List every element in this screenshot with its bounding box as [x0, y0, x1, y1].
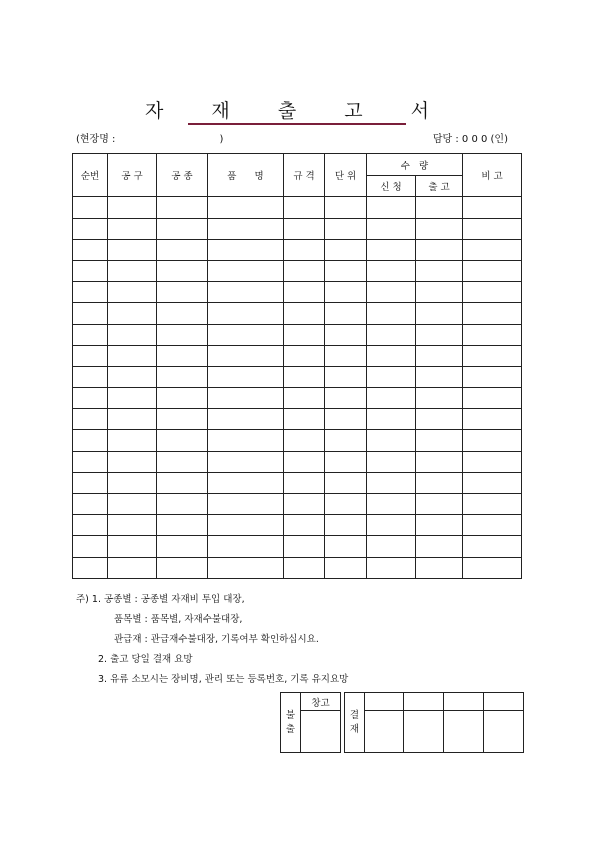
- approve-sign-box-3[interactable]: [444, 711, 484, 753]
- table-cell[interactable]: [284, 388, 325, 409]
- approval-table: [280, 692, 524, 753]
- table-cell[interactable]: [73, 536, 108, 557]
- table-cell[interactable]: [325, 472, 367, 493]
- table-cell[interactable]: [157, 557, 208, 578]
- table-cell[interactable]: [416, 282, 463, 303]
- approve-label: [345, 693, 365, 753]
- table-cell[interactable]: [325, 451, 367, 472]
- table-cell[interactable]: [367, 472, 416, 493]
- table-cell[interactable]: [108, 260, 157, 281]
- warehouse-sign-box[interactable]: [301, 711, 341, 753]
- table-cell[interactable]: [463, 515, 522, 536]
- table-cell[interactable]: [108, 366, 157, 387]
- table-row: [73, 324, 522, 345]
- table-cell[interactable]: [367, 366, 416, 387]
- table-cell[interactable]: [416, 260, 463, 281]
- table-row: [73, 494, 522, 515]
- table-cell[interactable]: [367, 324, 416, 345]
- table-cell[interactable]: [284, 494, 325, 515]
- table-cell[interactable]: [208, 366, 284, 387]
- table-cell[interactable]: [208, 282, 284, 303]
- table-cell[interactable]: [325, 324, 367, 345]
- table-cell[interactable]: [325, 366, 367, 387]
- table-cell[interactable]: [416, 324, 463, 345]
- table-cell[interactable]: [108, 494, 157, 515]
- table-cell[interactable]: [108, 515, 157, 536]
- table-row: [73, 218, 522, 239]
- approve-head-4: [484, 693, 524, 711]
- table-cell[interactable]: [284, 472, 325, 493]
- note-1: 주) 1. 공종별 : 공종별 자재비 투입 대장,: [76, 594, 245, 605]
- table-cell[interactable]: [208, 260, 284, 281]
- table-row: [73, 536, 522, 557]
- approve-head-2: [404, 693, 444, 711]
- table-cell[interactable]: [157, 324, 208, 345]
- table-row: [73, 303, 522, 324]
- table-cell[interactable]: [73, 515, 108, 536]
- table-cell[interactable]: [284, 282, 325, 303]
- table-cell[interactable]: [367, 260, 416, 281]
- col-header-item: 품 명: [208, 154, 284, 197]
- table-cell[interactable]: [108, 345, 157, 366]
- col-header-qty-issue: 출 고: [416, 176, 463, 197]
- table-row: [73, 451, 522, 472]
- table-row: [73, 430, 522, 451]
- table-cell[interactable]: [157, 197, 208, 218]
- table-cell[interactable]: [208, 430, 284, 451]
- table-cell[interactable]: [157, 515, 208, 536]
- table-cell[interactable]: [108, 409, 157, 430]
- table-cell[interactable]: [367, 345, 416, 366]
- table-cell[interactable]: [367, 451, 416, 472]
- table-row: [73, 472, 522, 493]
- approve-sign-box-1[interactable]: [365, 711, 404, 753]
- issue-label: [281, 693, 301, 753]
- table-cell[interactable]: [208, 557, 284, 578]
- table-cell[interactable]: [73, 430, 108, 451]
- note-3: 3. 유류 소모시는 장비명, 관리 또는 등록번호, 기록 유지요망: [98, 674, 349, 685]
- table-cell[interactable]: [73, 282, 108, 303]
- table-cell[interactable]: [73, 260, 108, 281]
- table-cell[interactable]: [367, 239, 416, 260]
- table-cell[interactable]: [367, 282, 416, 303]
- table-cell[interactable]: [284, 218, 325, 239]
- table-cell[interactable]: [325, 239, 367, 260]
- table-cell[interactable]: [463, 260, 522, 281]
- col-header-remark: 비 고: [463, 154, 522, 197]
- table-row: [73, 409, 522, 430]
- table-cell[interactable]: [108, 472, 157, 493]
- table-cell[interactable]: [325, 409, 367, 430]
- table-cell[interactable]: [108, 388, 157, 409]
- table-cell[interactable]: [157, 282, 208, 303]
- table-cell[interactable]: [463, 197, 522, 218]
- table-cell[interactable]: [108, 303, 157, 324]
- table-cell[interactable]: [325, 494, 367, 515]
- table-row: [73, 260, 522, 281]
- table-cell[interactable]: [157, 494, 208, 515]
- table-cell[interactable]: [463, 430, 522, 451]
- table-cell[interactable]: [367, 303, 416, 324]
- table-cell[interactable]: [367, 409, 416, 430]
- notes-block: [76, 590, 348, 690]
- table-cell[interactable]: [416, 345, 463, 366]
- site-name-label: (현장명 :: [76, 134, 116, 145]
- table-cell[interactable]: [416, 494, 463, 515]
- col-header-qty: 수 량: [367, 154, 463, 176]
- site-name-close: ): [219, 134, 224, 145]
- approve-label-char-2: 재: [349, 723, 360, 735]
- table-cell[interactable]: [416, 197, 463, 218]
- table-cell[interactable]: [208, 218, 284, 239]
- site-name-field: [76, 130, 223, 145]
- table-row: [73, 515, 522, 536]
- table-cell[interactable]: [367, 536, 416, 557]
- table-cell[interactable]: [325, 282, 367, 303]
- table-cell[interactable]: [325, 303, 367, 324]
- table-cell[interactable]: [208, 345, 284, 366]
- table-cell[interactable]: [416, 218, 463, 239]
- table-cell[interactable]: [325, 197, 367, 218]
- table-cell[interactable]: [157, 260, 208, 281]
- table-cell[interactable]: [325, 218, 367, 239]
- table-cell[interactable]: [108, 282, 157, 303]
- table-cell[interactable]: [157, 472, 208, 493]
- table-cell[interactable]: [157, 536, 208, 557]
- table-cell[interactable]: [208, 239, 284, 260]
- warehouse-label: 창고: [301, 693, 341, 711]
- issue-label-char-2: 출: [285, 723, 296, 735]
- table-cell[interactable]: [463, 218, 522, 239]
- table-cell[interactable]: [325, 345, 367, 366]
- table-cell[interactable]: [157, 409, 208, 430]
- table-cell[interactable]: [284, 536, 325, 557]
- table-cell[interactable]: [73, 366, 108, 387]
- table-row: [73, 282, 522, 303]
- table-cell[interactable]: [284, 260, 325, 281]
- title-underline: [188, 123, 406, 125]
- table-cell[interactable]: [463, 536, 522, 557]
- col-header-no: 순번: [73, 154, 108, 197]
- table-cell[interactable]: [463, 451, 522, 472]
- table-cell[interactable]: [208, 515, 284, 536]
- table-cell[interactable]: [284, 557, 325, 578]
- table-cell[interactable]: [73, 451, 108, 472]
- col-header-unit: 단 위: [325, 154, 367, 197]
- table-cell[interactable]: [208, 303, 284, 324]
- table-cell[interactable]: [416, 409, 463, 430]
- table-cell[interactable]: [416, 515, 463, 536]
- table-cell[interactable]: [108, 218, 157, 239]
- issue-table: [72, 153, 522, 579]
- table-cell[interactable]: [284, 409, 325, 430]
- table-cell[interactable]: [416, 557, 463, 578]
- col-header-work: 공 종: [157, 154, 208, 197]
- table-cell[interactable]: [325, 515, 367, 536]
- table-row: [73, 388, 522, 409]
- table-row: [73, 366, 522, 387]
- table-cell[interactable]: [73, 303, 108, 324]
- table-cell[interactable]: [463, 345, 522, 366]
- approve-label-char-1: 결: [349, 709, 360, 721]
- table-cell[interactable]: [367, 494, 416, 515]
- table-cell[interactable]: [157, 366, 208, 387]
- table-row: [73, 557, 522, 578]
- approve-sign-box-2[interactable]: [404, 711, 444, 753]
- approve-head-1: [365, 693, 404, 711]
- table-cell[interactable]: [367, 430, 416, 451]
- table-cell[interactable]: [463, 409, 522, 430]
- table-cell[interactable]: [367, 515, 416, 536]
- table-cell[interactable]: [463, 282, 522, 303]
- table-cell[interactable]: [208, 451, 284, 472]
- table-cell[interactable]: [284, 239, 325, 260]
- table-cell[interactable]: [284, 366, 325, 387]
- table-cell[interactable]: [157, 303, 208, 324]
- table-cell[interactable]: [463, 494, 522, 515]
- table-cell[interactable]: [108, 324, 157, 345]
- table-cell[interactable]: [284, 515, 325, 536]
- table-cell[interactable]: [367, 557, 416, 578]
- table-cell[interactable]: [157, 239, 208, 260]
- table-cell[interactable]: [325, 260, 367, 281]
- table-cell[interactable]: [157, 218, 208, 239]
- table-cell[interactable]: [73, 388, 108, 409]
- table-cell[interactable]: [73, 494, 108, 515]
- table-cell[interactable]: [73, 409, 108, 430]
- table-cell[interactable]: [416, 472, 463, 493]
- table-row: [73, 345, 522, 366]
- table-cell[interactable]: [208, 472, 284, 493]
- table-cell[interactable]: [73, 557, 108, 578]
- table-cell[interactable]: [73, 197, 108, 218]
- table-cell[interactable]: [367, 197, 416, 218]
- table-cell[interactable]: [208, 536, 284, 557]
- table-cell[interactable]: [284, 451, 325, 472]
- table-cell[interactable]: [108, 197, 157, 218]
- table-cell[interactable]: [208, 494, 284, 515]
- table-cell[interactable]: [73, 218, 108, 239]
- table-cell[interactable]: [108, 451, 157, 472]
- table-cell[interactable]: [463, 388, 522, 409]
- table-cell[interactable]: [284, 345, 325, 366]
- table-cell[interactable]: [284, 430, 325, 451]
- table-row: [73, 239, 522, 260]
- table-cell[interactable]: [463, 557, 522, 578]
- table-cell[interactable]: [157, 430, 208, 451]
- table-cell[interactable]: [108, 536, 157, 557]
- table-cell[interactable]: [73, 239, 108, 260]
- table-cell[interactable]: [284, 197, 325, 218]
- table-cell[interactable]: [416, 388, 463, 409]
- table-cell[interactable]: [416, 303, 463, 324]
- table-cell[interactable]: [367, 218, 416, 239]
- table-row: [73, 197, 522, 218]
- table-cell[interactable]: [157, 388, 208, 409]
- col-header-trade: 공 구: [108, 154, 157, 197]
- table-cell[interactable]: [416, 366, 463, 387]
- table-cell[interactable]: [463, 324, 522, 345]
- approve-sign-box-4[interactable]: [484, 711, 524, 753]
- table-cell[interactable]: [325, 388, 367, 409]
- table-cell[interactable]: [325, 557, 367, 578]
- table-cell[interactable]: [208, 324, 284, 345]
- col-header-spec: 규 격: [284, 154, 325, 197]
- table-cell[interactable]: [416, 430, 463, 451]
- table-cell[interactable]: [208, 388, 284, 409]
- note-2: 2. 출고 당일 결재 요망: [98, 654, 193, 665]
- table-cell[interactable]: [208, 197, 284, 218]
- table-cell[interactable]: [284, 303, 325, 324]
- table-cell[interactable]: [367, 388, 416, 409]
- table-cell[interactable]: [416, 239, 463, 260]
- table-cell[interactable]: [73, 324, 108, 345]
- table-cell[interactable]: [463, 366, 522, 387]
- table-cell[interactable]: [416, 536, 463, 557]
- table-cell[interactable]: [73, 345, 108, 366]
- table-cell[interactable]: [73, 472, 108, 493]
- table-cell[interactable]: [108, 430, 157, 451]
- issue-label-char-1: 불: [285, 709, 296, 721]
- table-cell[interactable]: [157, 345, 208, 366]
- document-title: 자 재 출 고 서: [145, 100, 450, 122]
- manager-label: 담당 : 0 0 0 (인): [432, 134, 508, 145]
- note-1b: 품목별 : 품목별, 자재수불대장,: [114, 614, 243, 625]
- table-cell[interactable]: [325, 430, 367, 451]
- table-cell[interactable]: [463, 303, 522, 324]
- table-cell[interactable]: [157, 451, 208, 472]
- approve-head-3: [444, 693, 484, 711]
- table-cell[interactable]: [208, 409, 284, 430]
- table-cell[interactable]: [325, 536, 367, 557]
- table-cell[interactable]: [463, 239, 522, 260]
- table-cell[interactable]: [284, 324, 325, 345]
- table-cell[interactable]: [416, 451, 463, 472]
- col-header-qty-request: 신 청: [367, 176, 416, 197]
- table-cell[interactable]: [108, 557, 157, 578]
- table-cell[interactable]: [108, 239, 157, 260]
- note-1c: 관급재 : 관급재수불대장, 기록여부 확인하십시요.: [114, 634, 319, 645]
- table-cell[interactable]: [463, 472, 522, 493]
